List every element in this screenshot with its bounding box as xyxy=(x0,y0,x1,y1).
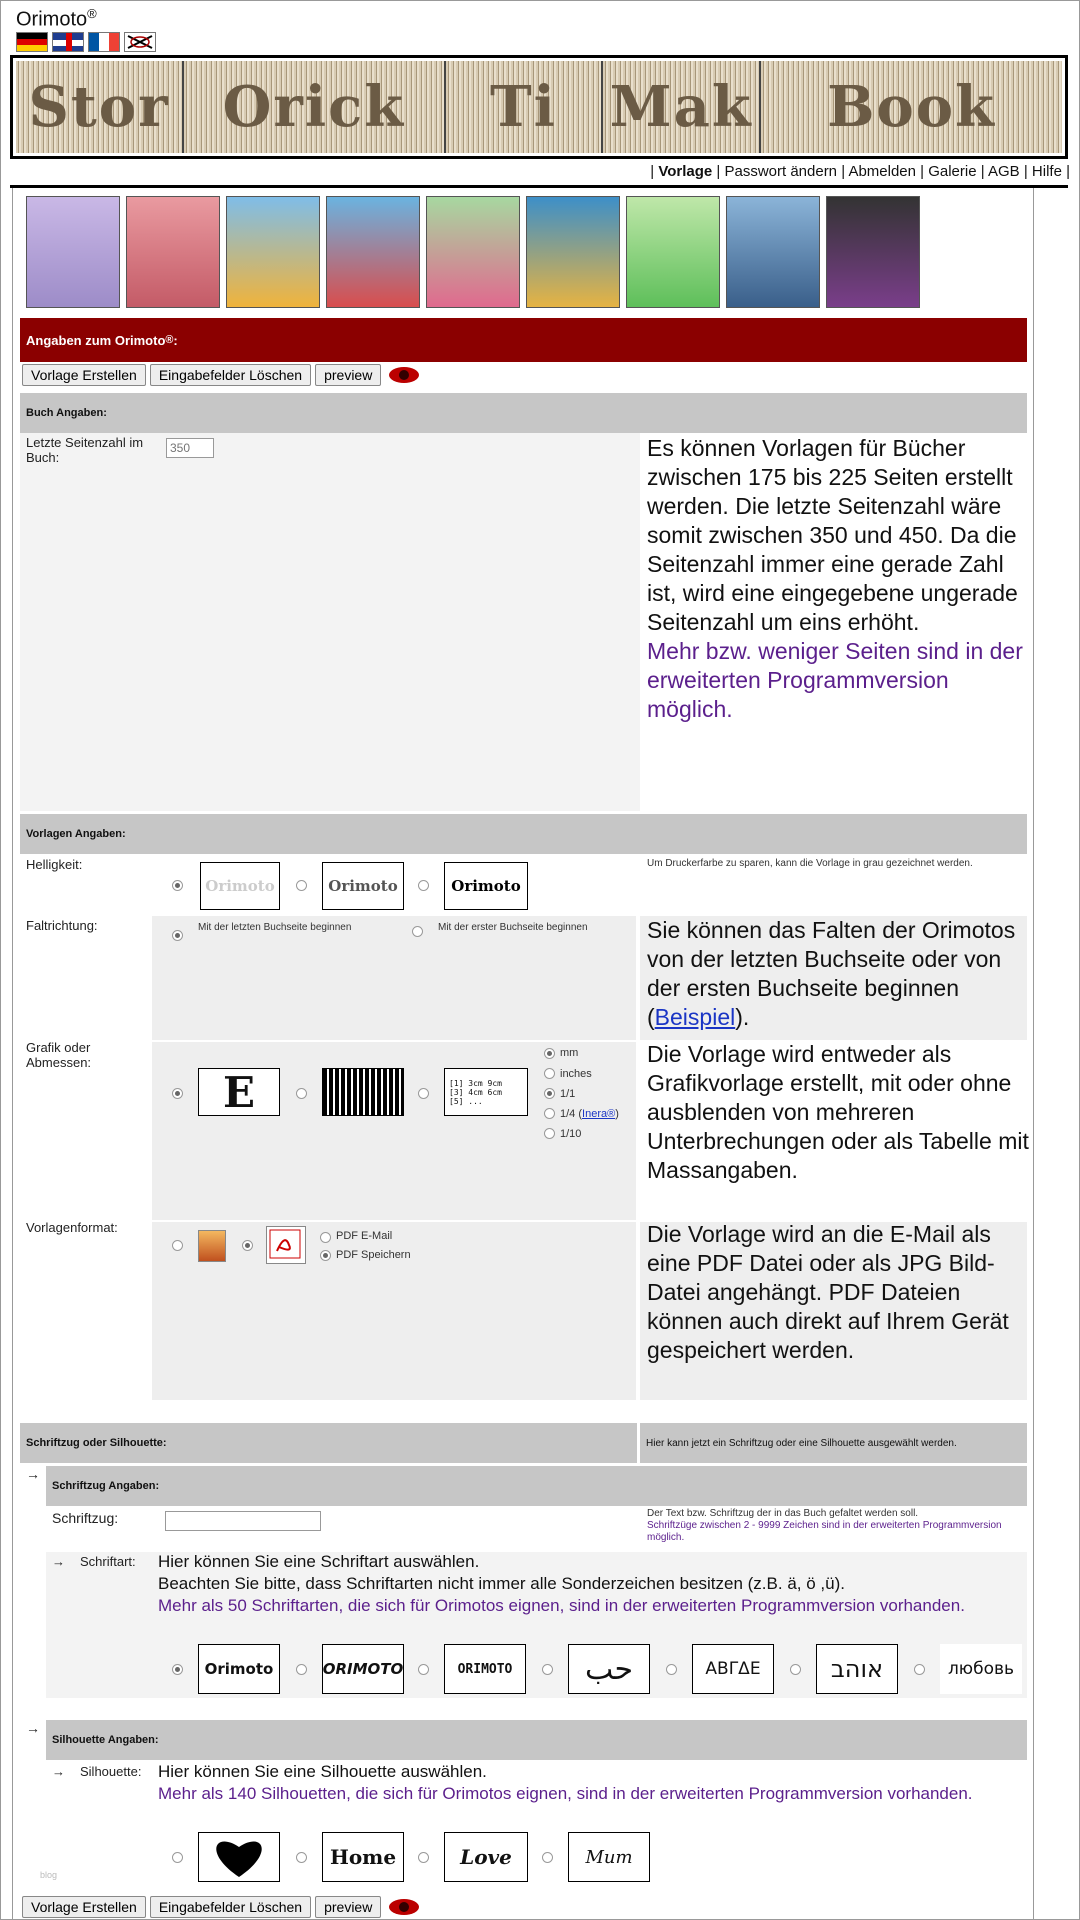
brightness-label: Helligkeit: xyxy=(26,857,83,872)
pages-label: Letzte Seitenzahl im Buch: xyxy=(26,435,144,465)
unit-1-1: 1/1 xyxy=(560,1088,576,1100)
button-row-bottom xyxy=(22,1896,419,1918)
nav-hilfe[interactable]: Hilfe xyxy=(1031,163,1062,180)
heart-icon xyxy=(209,1835,269,1879)
banner-segment: Orick xyxy=(184,61,446,153)
banner-segment: Mak xyxy=(603,61,761,153)
schrift-header-help: Hier kann jetzt ein Schriftzug oder eine Silhouette ausgewählt werden. xyxy=(640,1423,1027,1463)
banner-segment: Book xyxy=(761,61,1062,153)
book-cover[interactable] xyxy=(326,196,420,308)
arrow-schriftzug: → xyxy=(26,1466,40,1482)
brightness-sample-medium: Orimoto xyxy=(322,862,404,910)
graphic-help: Die Vorlage wird entweder als Grafikvorlage erstellt, mit oder ohne ausblenden von mehreren Unterbrechungen oder als Tabelle mit Massangaben. xyxy=(647,1041,1029,1183)
language-flags xyxy=(16,32,156,52)
font-radio-1[interactable] xyxy=(172,1664,183,1675)
brightness-help: Um Druckerfarbe zu sparen, kann die Vorlage in grau gezeichnet werden. xyxy=(647,858,973,869)
flag-german-icon[interactable] xyxy=(16,32,48,52)
format-label: Vorlagenformat: xyxy=(26,1220,118,1235)
silhouette-mum: Mum xyxy=(568,1832,650,1882)
top-navigation: | Vorlage | Passwort ändern | Abmelden | Galerie | AGB | Hilfe | xyxy=(650,163,1070,180)
brightness-radio-light[interactable] xyxy=(172,880,183,891)
font-sample-4: حب xyxy=(568,1644,650,1694)
graphic-radio-breaks[interactable] xyxy=(296,1088,307,1099)
unit-inches: inches xyxy=(560,1068,592,1080)
fold-radio-first[interactable] xyxy=(412,926,423,937)
footer-tag: blog xyxy=(40,1870,58,1880)
graphic-label: Grafik oder Abmessen: xyxy=(26,1040,92,1070)
book-cover[interactable] xyxy=(226,196,320,308)
unit-1-10: 1/10 xyxy=(560,1128,582,1140)
inera-link[interactable]: Inera® xyxy=(582,1108,616,1120)
unit-1-4: 1/4 (Inera®) xyxy=(560,1108,619,1120)
font-radio-5[interactable] xyxy=(666,1664,677,1675)
font-sample-5: ΑΒΓΔΕ xyxy=(692,1644,774,1694)
eye-icon[interactable] xyxy=(389,1899,419,1915)
font-sample-1: Orimoto xyxy=(198,1644,280,1694)
jpg-icon xyxy=(198,1230,226,1262)
font-sample-6: אוהב xyxy=(816,1644,898,1694)
flag-uk-icon[interactable] xyxy=(52,32,84,52)
format-radio-pdf-email[interactable] xyxy=(320,1232,331,1243)
brand-title: Orimoto® xyxy=(16,6,97,31)
silhouette-home: Home xyxy=(322,1832,404,1882)
font-radio-7[interactable] xyxy=(914,1664,925,1675)
fold-label: Faltrichtung: xyxy=(26,918,98,933)
fold-option-first: Mit der erster Buchseite beginnen xyxy=(438,922,588,933)
fold-radio-last[interactable] xyxy=(172,930,183,941)
book-cover[interactable] xyxy=(426,196,520,308)
graphic-sample-table: [1] 3cm 9cm [3] 4cm 6cm [5] ... xyxy=(444,1068,528,1116)
silhouette-radio-love[interactable] xyxy=(418,1852,429,1863)
nav-vorlage[interactable]: Vorlage xyxy=(658,163,713,180)
format-radio-jpg[interactable] xyxy=(172,1240,183,1251)
font-radio-2[interactable] xyxy=(296,1664,307,1675)
silhouette-radio-home[interactable] xyxy=(296,1852,307,1863)
banner-segment: Stor xyxy=(16,61,184,153)
text-input[interactable] xyxy=(165,1511,321,1531)
preview-button-bottom[interactable]: preview xyxy=(315,1896,381,1918)
brightness-sample-light: Orimoto xyxy=(200,862,280,910)
fold-help: Sie können das Falten der Orimotos von der letzten Buchseite oder von der ersten Buchseite beginnen (Beispiel). xyxy=(647,917,1016,1030)
book-cover[interactable] xyxy=(126,196,220,308)
clear-fields-button-bottom[interactable]: Eingabefelder Löschen xyxy=(150,1896,311,1918)
brightness-radio-medium[interactable] xyxy=(296,880,307,891)
font-sample-3: ORIMOTO xyxy=(444,1644,526,1694)
banner-segment: Ti xyxy=(446,61,604,153)
arrow-silhouette-row: → xyxy=(52,1764,65,1779)
font-sample-2: ORIMOTO xyxy=(322,1644,404,1694)
section-vorlagen-header: Vorlagen Angaben: xyxy=(20,814,1027,854)
text-label: Schriftzug: xyxy=(52,1510,119,1526)
eye-icon[interactable] xyxy=(389,367,419,383)
flag-france-icon[interactable] xyxy=(88,32,120,52)
section-main-header: Angaben zum Orimoto ® : xyxy=(20,318,1027,362)
font-radio-4[interactable] xyxy=(542,1664,553,1675)
create-template-button-bottom[interactable]: Vorlage Erstellen xyxy=(22,1896,146,1918)
flag-other-icon[interactable] xyxy=(124,32,156,52)
section-buch-header: Buch Angaben: xyxy=(20,393,1027,433)
brightness-radio-dark[interactable] xyxy=(418,880,429,891)
silhouette-radio-heart[interactable] xyxy=(172,1852,183,1863)
book-cover[interactable] xyxy=(26,196,120,308)
buch-cell xyxy=(20,433,640,811)
format-radio-pdf-save[interactable] xyxy=(320,1250,331,1261)
font-info: Hier können Sie eine Schriftart auswählen. Beachten Sie bitte, dass Schriftarten nicht immer alle Sonderzeichen besitzen (z.B. ä, ö ,ü). Mehr als 50 Schriftarten, die sich für Orimotos eignen, sind in der erweiterten Programmversion vorhanden. xyxy=(158,1552,965,1615)
book-cover[interactable] xyxy=(626,196,720,308)
graphic-sample-full: E xyxy=(198,1068,280,1116)
graphic-sample-breaks xyxy=(322,1068,404,1116)
unit-mm: mm xyxy=(560,1047,579,1059)
nav-galerie[interactable]: Galerie xyxy=(928,163,977,180)
format-help: Die Vorlage wird an die E-Mail als eine PDF Datei oder als JPG Bild-Datei angehängt. PDF Dateien können auch direkt auf Ihrem Gerät gespeichert werden. xyxy=(647,1221,1009,1363)
button-row-top xyxy=(22,364,419,386)
brightness-sample-dark: Orimoto xyxy=(444,862,528,910)
graphic-radio-table[interactable] xyxy=(418,1088,429,1099)
banner xyxy=(10,55,1068,159)
section-schrift-header: Schriftzug oder Silhouette: xyxy=(20,1423,637,1463)
font-radio-3[interactable] xyxy=(418,1664,429,1675)
example-link[interactable]: Beispiel xyxy=(654,1004,736,1030)
silhouette-label: Silhouette: xyxy=(80,1764,142,1779)
format-radio-pdf[interactable] xyxy=(242,1240,253,1251)
section-schriftzug-header: Schriftzug Angaben: xyxy=(46,1466,1027,1506)
unit-radio-1-4[interactable] xyxy=(544,1108,555,1119)
font-radio-6[interactable] xyxy=(790,1664,801,1675)
silhouette-info: Hier können Sie eine Silhouette auswählen. Mehr als 140 Silhouetten, die sich für Orimotos eignen, sind in der erweiterten Programmversion vorhanden. xyxy=(158,1762,973,1803)
silhouette-heart xyxy=(198,1832,280,1882)
book-cover[interactable] xyxy=(726,196,820,308)
silhouette-radio-mum[interactable] xyxy=(542,1852,553,1863)
nav-passwort[interactable]: Passwort ändern xyxy=(724,163,838,180)
unit-radio-inches[interactable] xyxy=(544,1068,555,1079)
font-label: Schriftart: xyxy=(80,1554,136,1569)
silhouette-love: Love xyxy=(444,1832,528,1882)
book-cover[interactable] xyxy=(826,196,920,308)
format-pdf-email: PDF E-Mail xyxy=(336,1230,393,1242)
pdf-icon xyxy=(266,1226,306,1264)
fold-cell xyxy=(152,916,636,1040)
unit-radio-1-10[interactable] xyxy=(544,1128,555,1139)
text-help: Der Text bzw. Schriftzug der in das Buch gefaltet werden soll. Schriftzüge zwischen 2 - 9999 Zeichen sind in der erweiterten Programmversion möglich. xyxy=(647,1508,1002,1543)
create-template-button[interactable]: Vorlage Erstellen xyxy=(22,364,146,386)
pages-input[interactable] xyxy=(166,438,214,458)
format-pdf-save: PDF Speichern xyxy=(336,1249,411,1261)
buch-help: Es können Vorlagen für Bücher zwischen 175 bis 225 Seiten erstellt werden. Die letzte Seitenzahl wäre somit zwischen 350 und 450. Da die Seitenzahl immer eine gerade Zahl ist, wird eine eingegebene ungerade Seitenzahl um eins erhöht. Mehr bzw. weniger Seiten sind in der erweiterten Programmversion möglich. xyxy=(647,435,1023,722)
section-silhouette-header: Silhouette Angaben: xyxy=(46,1720,1027,1760)
arrow-font: → xyxy=(52,1554,65,1569)
arrow-silhouette: → xyxy=(26,1720,40,1736)
preview-button[interactable]: preview xyxy=(315,364,381,386)
nav-abmelden[interactable]: Abmelden xyxy=(848,163,916,180)
nav-agb[interactable]: AGB xyxy=(987,163,1020,180)
graphic-radio-full[interactable] xyxy=(172,1088,183,1099)
fold-option-last: Mit der letzten Buchseite beginnen xyxy=(198,922,352,933)
book-cover[interactable] xyxy=(526,196,620,308)
unit-radio-1-1[interactable] xyxy=(544,1088,555,1099)
clear-fields-button[interactable]: Eingabefelder Löschen xyxy=(150,364,311,386)
book-covers xyxy=(26,196,920,308)
unit-radio-mm[interactable] xyxy=(544,1048,555,1059)
font-sample-7: любовь xyxy=(940,1644,1022,1694)
